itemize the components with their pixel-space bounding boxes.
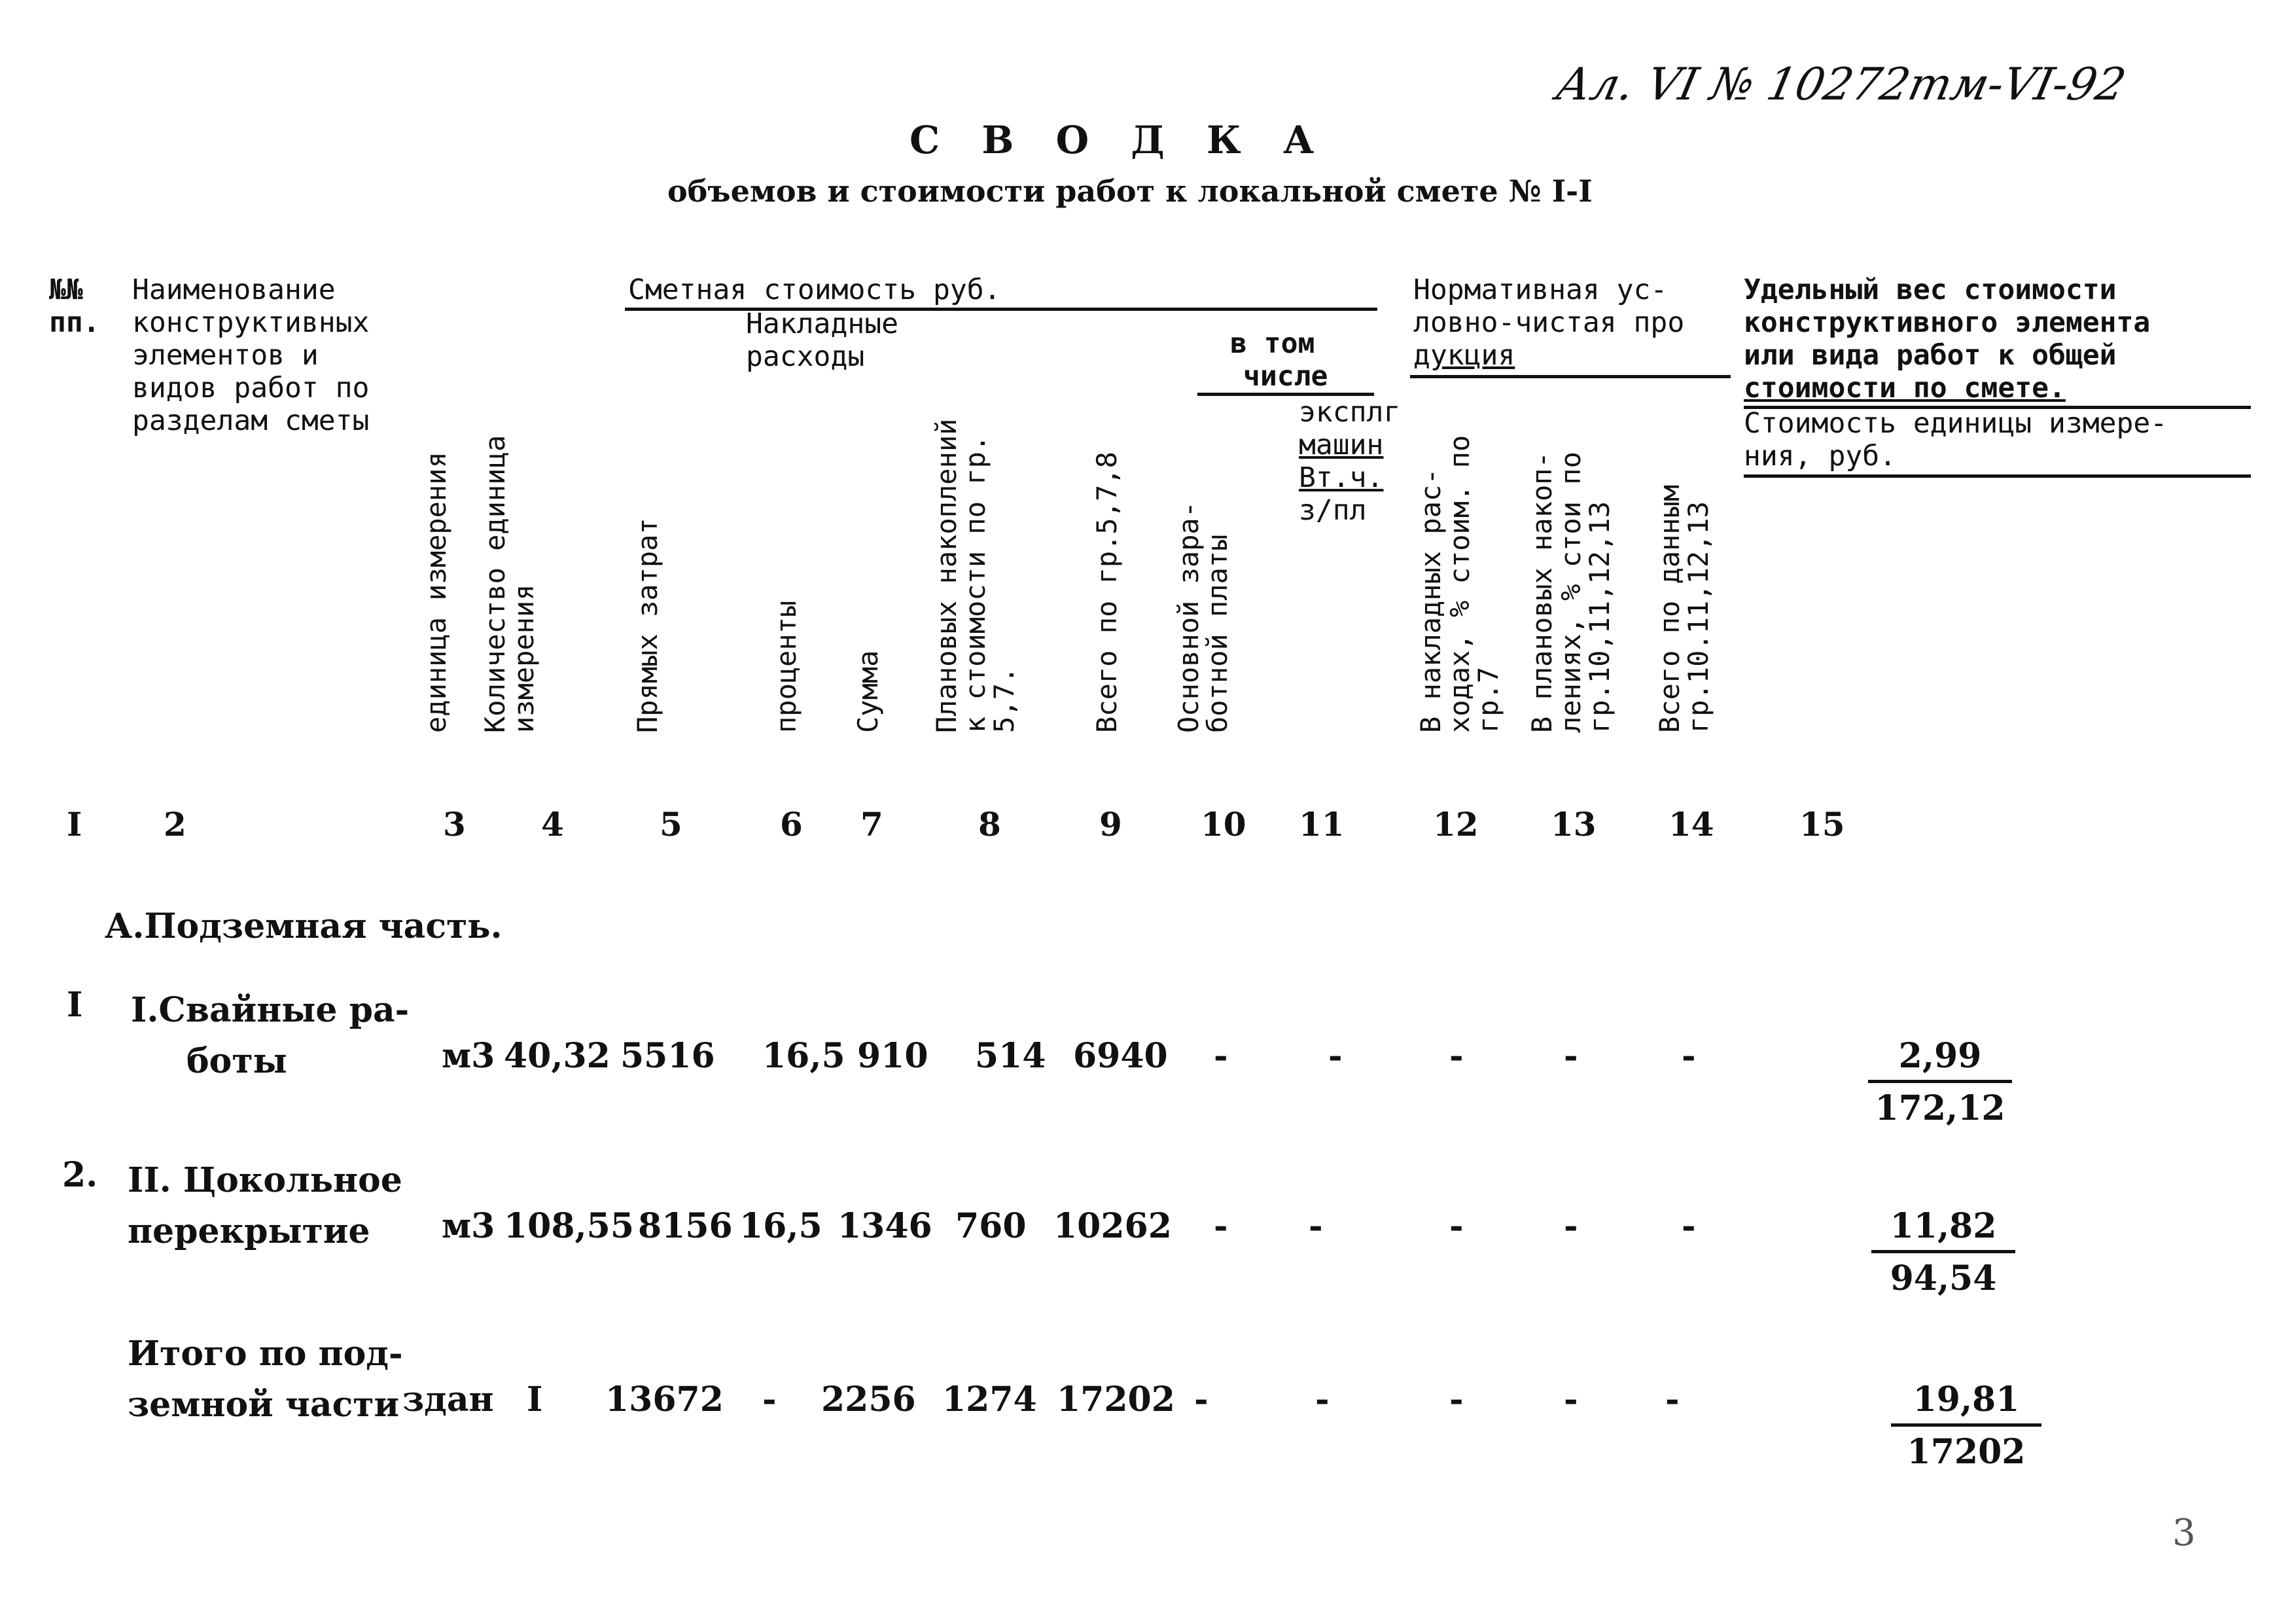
colnum-12: 12 (1433, 805, 1479, 844)
row-name: II. Цокольное перекрытие (128, 1160, 402, 1251)
cell-plan: 514 (975, 1036, 1046, 1076)
cell-c10: - (1194, 1380, 1209, 1419)
colnum-15: 15 (1799, 805, 1845, 844)
cell-weight-fraction (1868, 1036, 2012, 1128)
weight-value: 11,82 (1871, 1206, 2015, 1253)
cell-pct: - (762, 1380, 777, 1419)
cell-c14: - (1682, 1036, 1696, 1076)
cell-qty: 108,55 (504, 1206, 635, 1246)
cell-c12: - (1449, 1380, 1464, 1419)
header-col3: единица измерения (420, 452, 452, 733)
document-title: С В О Д К А (910, 118, 1329, 162)
cell-plan: 1274 (942, 1380, 1037, 1419)
archive-annotation: Ал. VI № 10272тм-VI-92 (1551, 59, 2130, 111)
header-col15-weight: Удельный вес стоимости конструктивного элемента или вида работ к общей стоимости по смете. (1744, 274, 2151, 404)
header-col8: Плановых накоплений к стоимости по гр. 5,7. (930, 418, 1020, 733)
cell-c11: - (1309, 1206, 1323, 1246)
cell-direct: 13672 (605, 1380, 724, 1419)
header-col12: В накладных рас- ходах, % стоим. по гр.7 (1415, 435, 1504, 733)
cell-c10: - (1214, 1206, 1228, 1246)
colnum-5: 5 (660, 805, 682, 844)
cell-c13: - (1564, 1380, 1578, 1419)
cell-unit: м3 (442, 1206, 495, 1246)
weight-value: 2,99 (1868, 1036, 2012, 1083)
cell-total: 17202 (1057, 1380, 1175, 1419)
header-cost-group: Сметная стоимость руб. (628, 274, 1001, 306)
header-norm-group: Нормативная ус- ловно-чистая про дукция (1413, 274, 1685, 372)
cell-c14: - (1682, 1206, 1696, 1246)
colnum-7: 7 (860, 805, 883, 844)
cell-weight-fraction (1871, 1206, 2015, 1298)
total-row-name: Итого по под- земной части (128, 1334, 403, 1425)
cell-qty: I (527, 1380, 543, 1419)
colnum-3: 3 (443, 805, 466, 844)
colnum-8: 8 (978, 805, 1001, 844)
colnum-11: 11 (1299, 805, 1345, 844)
weight-value: 19,81 (1891, 1380, 2041, 1427)
header-col15-unitcost: Стоимость единицы измере- ния, руб. (1744, 407, 2168, 473)
header-cost-underline (625, 308, 1377, 311)
colnum-2: 2 (164, 805, 186, 844)
cell-qty: 40,32 (504, 1036, 610, 1076)
colnum-10: 10 (1201, 805, 1246, 844)
header-col7: Сумма (852, 650, 884, 733)
cell-c11: - (1315, 1380, 1330, 1419)
cell-total: 10262 (1053, 1206, 1172, 1246)
colnum-13: 13 (1551, 805, 1597, 844)
header-col10: Основной зара- ботной платы (1173, 501, 1233, 733)
page-mark: 3 (2172, 1512, 2196, 1554)
cell-pct: 16,5 (762, 1036, 845, 1076)
header-col6: проценты (770, 600, 802, 733)
row-number: I (67, 985, 83, 1025)
cell-sum: 1346 (838, 1206, 932, 1246)
header-col14: Всего по данным гр.10.11,12,13 (1653, 484, 1714, 733)
header-col5: Прямых затрат (631, 518, 663, 733)
header-col13: В плановых накоп- лениях, % стои по гр.10,11,12,13 (1526, 452, 1616, 733)
cell-c12: - (1449, 1206, 1464, 1246)
colnum-1: I (67, 805, 82, 844)
cell-c10: - (1214, 1036, 1228, 1076)
cell-pct: 16,5 (739, 1206, 822, 1246)
colnum-6: 6 (780, 805, 803, 844)
header-col1: №№ пп. (49, 274, 100, 339)
cell-total: 6940 (1073, 1036, 1168, 1076)
cell-direct: 8156 (638, 1206, 733, 1246)
header-col9: Всего по гр.5,7,8 (1091, 452, 1123, 733)
cell-sum: 910 (857, 1036, 928, 1076)
cell-plan: 760 (955, 1206, 1027, 1246)
header-in-that-number: в том числе (1230, 327, 1328, 393)
unit-cost-value: 17202 (1907, 1432, 2026, 1472)
unit-cost-value: 94,54 (1890, 1258, 1997, 1298)
colnum-4: 4 (541, 805, 564, 844)
cell-sum: 2256 (821, 1380, 916, 1419)
cell-unit: здан (402, 1380, 494, 1419)
header-overhead-group: Накладные расходы (746, 308, 898, 373)
header-col11: эксплг машин Вт.ч. з/пл (1299, 396, 1401, 527)
cell-c13: - (1564, 1206, 1578, 1246)
total-weight-fraction (1891, 1380, 2041, 1472)
header-col15-underline (1744, 474, 2251, 478)
colnum-9: 9 (1099, 805, 1122, 844)
cell-direct: 5516 (620, 1036, 715, 1076)
cell-c13: - (1564, 1036, 1578, 1076)
document-subtitle: объемов и стоимости работ к локальной смете № I-I (667, 173, 1593, 209)
row-number: 2. (62, 1155, 98, 1195)
unit-cost-value: 172,12 (1875, 1088, 2005, 1128)
section-title: А.Подземная часть. (105, 906, 503, 946)
row-name: I.Свайные ра- боты (131, 990, 410, 1081)
cell-c14: - (1665, 1380, 1680, 1419)
header-col4: Количество единица измерения (479, 435, 540, 733)
cell-unit: м3 (442, 1036, 495, 1076)
colnum-14: 14 (1669, 805, 1714, 844)
cell-c12: - (1449, 1036, 1464, 1076)
header-col2: Наименование конструктивных элементов и видов работ по разделам сметы (132, 274, 370, 437)
cell-c11: - (1328, 1036, 1343, 1076)
